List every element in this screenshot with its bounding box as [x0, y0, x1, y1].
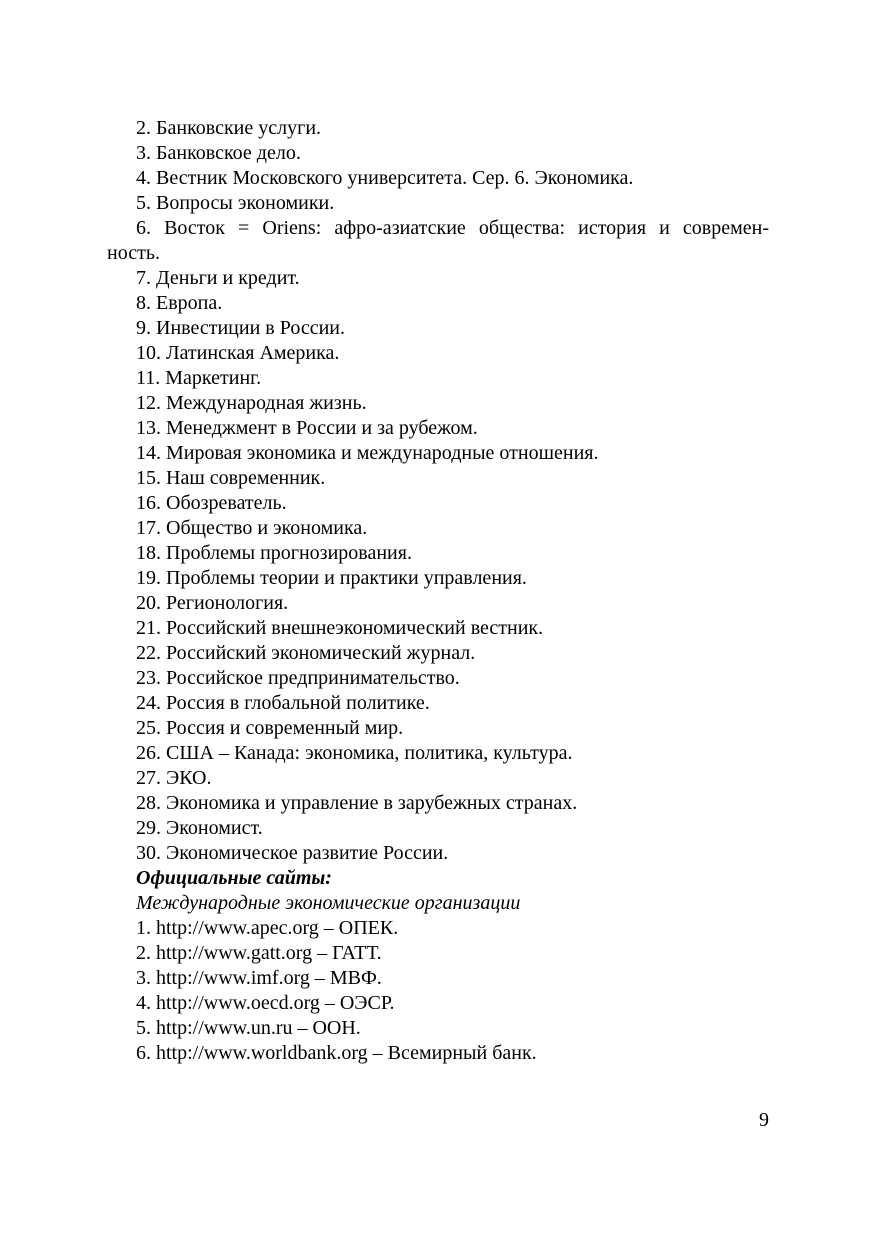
- list-item: 18. Проблемы прогнозирования.: [136, 542, 412, 564]
- list-item: 4. Вестник Московского университета. Сер. 6. Экономика.: [136, 167, 634, 189]
- list-item: 29. Экономист.: [136, 817, 263, 839]
- site-link-item: 1. http://www.apec.org – ОПЕК.: [136, 917, 399, 939]
- section-subheading: Международные экономические организации: [136, 892, 521, 914]
- list-item: 26. США – Канада: экономика, политика, культура.: [136, 742, 573, 764]
- list-item: 20. Регионология.: [136, 592, 289, 614]
- list-item: 24. Россия в глобальной политике.: [136, 692, 430, 714]
- site-link-item: 6. http://www.worldbank.org – Всемирный банк.: [136, 1042, 537, 1064]
- list-item: 9. Инвестиции в России.: [136, 317, 346, 339]
- list-item: 28. Экономика и управление в зарубежных странах.: [136, 792, 578, 814]
- list-item: 19. Проблемы теории и практики управления.: [136, 567, 527, 589]
- section-heading: Официальные сайты:: [136, 867, 332, 889]
- page-content: [107, 116, 769, 1066]
- list-item: 14. Мировая экономика и международные отношения.: [136, 442, 599, 464]
- page-number: 9: [759, 1109, 769, 1131]
- list-item: 8. Европа.: [136, 292, 223, 314]
- list-item: 15. Наш современник.: [136, 467, 326, 489]
- list-item: 30. Экономическое развитие России.: [136, 842, 449, 864]
- list-item: 2. Банковские услуги.: [136, 117, 322, 139]
- list-item: 6. Восток = Oriens: афро-азиатские общества: история и современ-: [136, 217, 769, 239]
- list-item: 25. Россия и современный мир.: [136, 717, 404, 739]
- list-item: 16. Обозреватель.: [136, 492, 287, 514]
- list-item: 17. Общество и экономика.: [136, 517, 368, 539]
- list-item: 12. Международная жизнь.: [136, 392, 367, 414]
- list-item: 11. Маркетинг.: [136, 367, 262, 389]
- site-link-item: 5. http://www.un.ru – ООН.: [136, 1017, 361, 1039]
- list-item: 27. ЭКО.: [136, 767, 212, 789]
- list-item-continuation: ность.: [107, 242, 160, 264]
- list-item: 7. Деньги и кредит.: [136, 267, 300, 289]
- list-item: 10. Латинская Америка.: [136, 342, 340, 364]
- site-link-item: 4. http://www.oecd.org – ОЭСР.: [136, 992, 395, 1014]
- list-item: 13. Менеджмент в России и за рубежом.: [136, 417, 478, 439]
- list-item: 23. Российское предпринимательство.: [136, 667, 460, 689]
- site-link-item: 2. http://www.gatt.org – ГАТТ.: [136, 942, 382, 964]
- list-item: 21. Российский внешнеэкономический вестник.: [136, 617, 544, 639]
- list-item: 5. Вопросы экономики.: [136, 192, 335, 214]
- list-item: 22. Российский экономический журнал.: [136, 642, 476, 664]
- list-item: 3. Банковское дело.: [136, 142, 301, 164]
- site-link-item: 3. http://www.imf.org – МВФ.: [136, 967, 382, 989]
